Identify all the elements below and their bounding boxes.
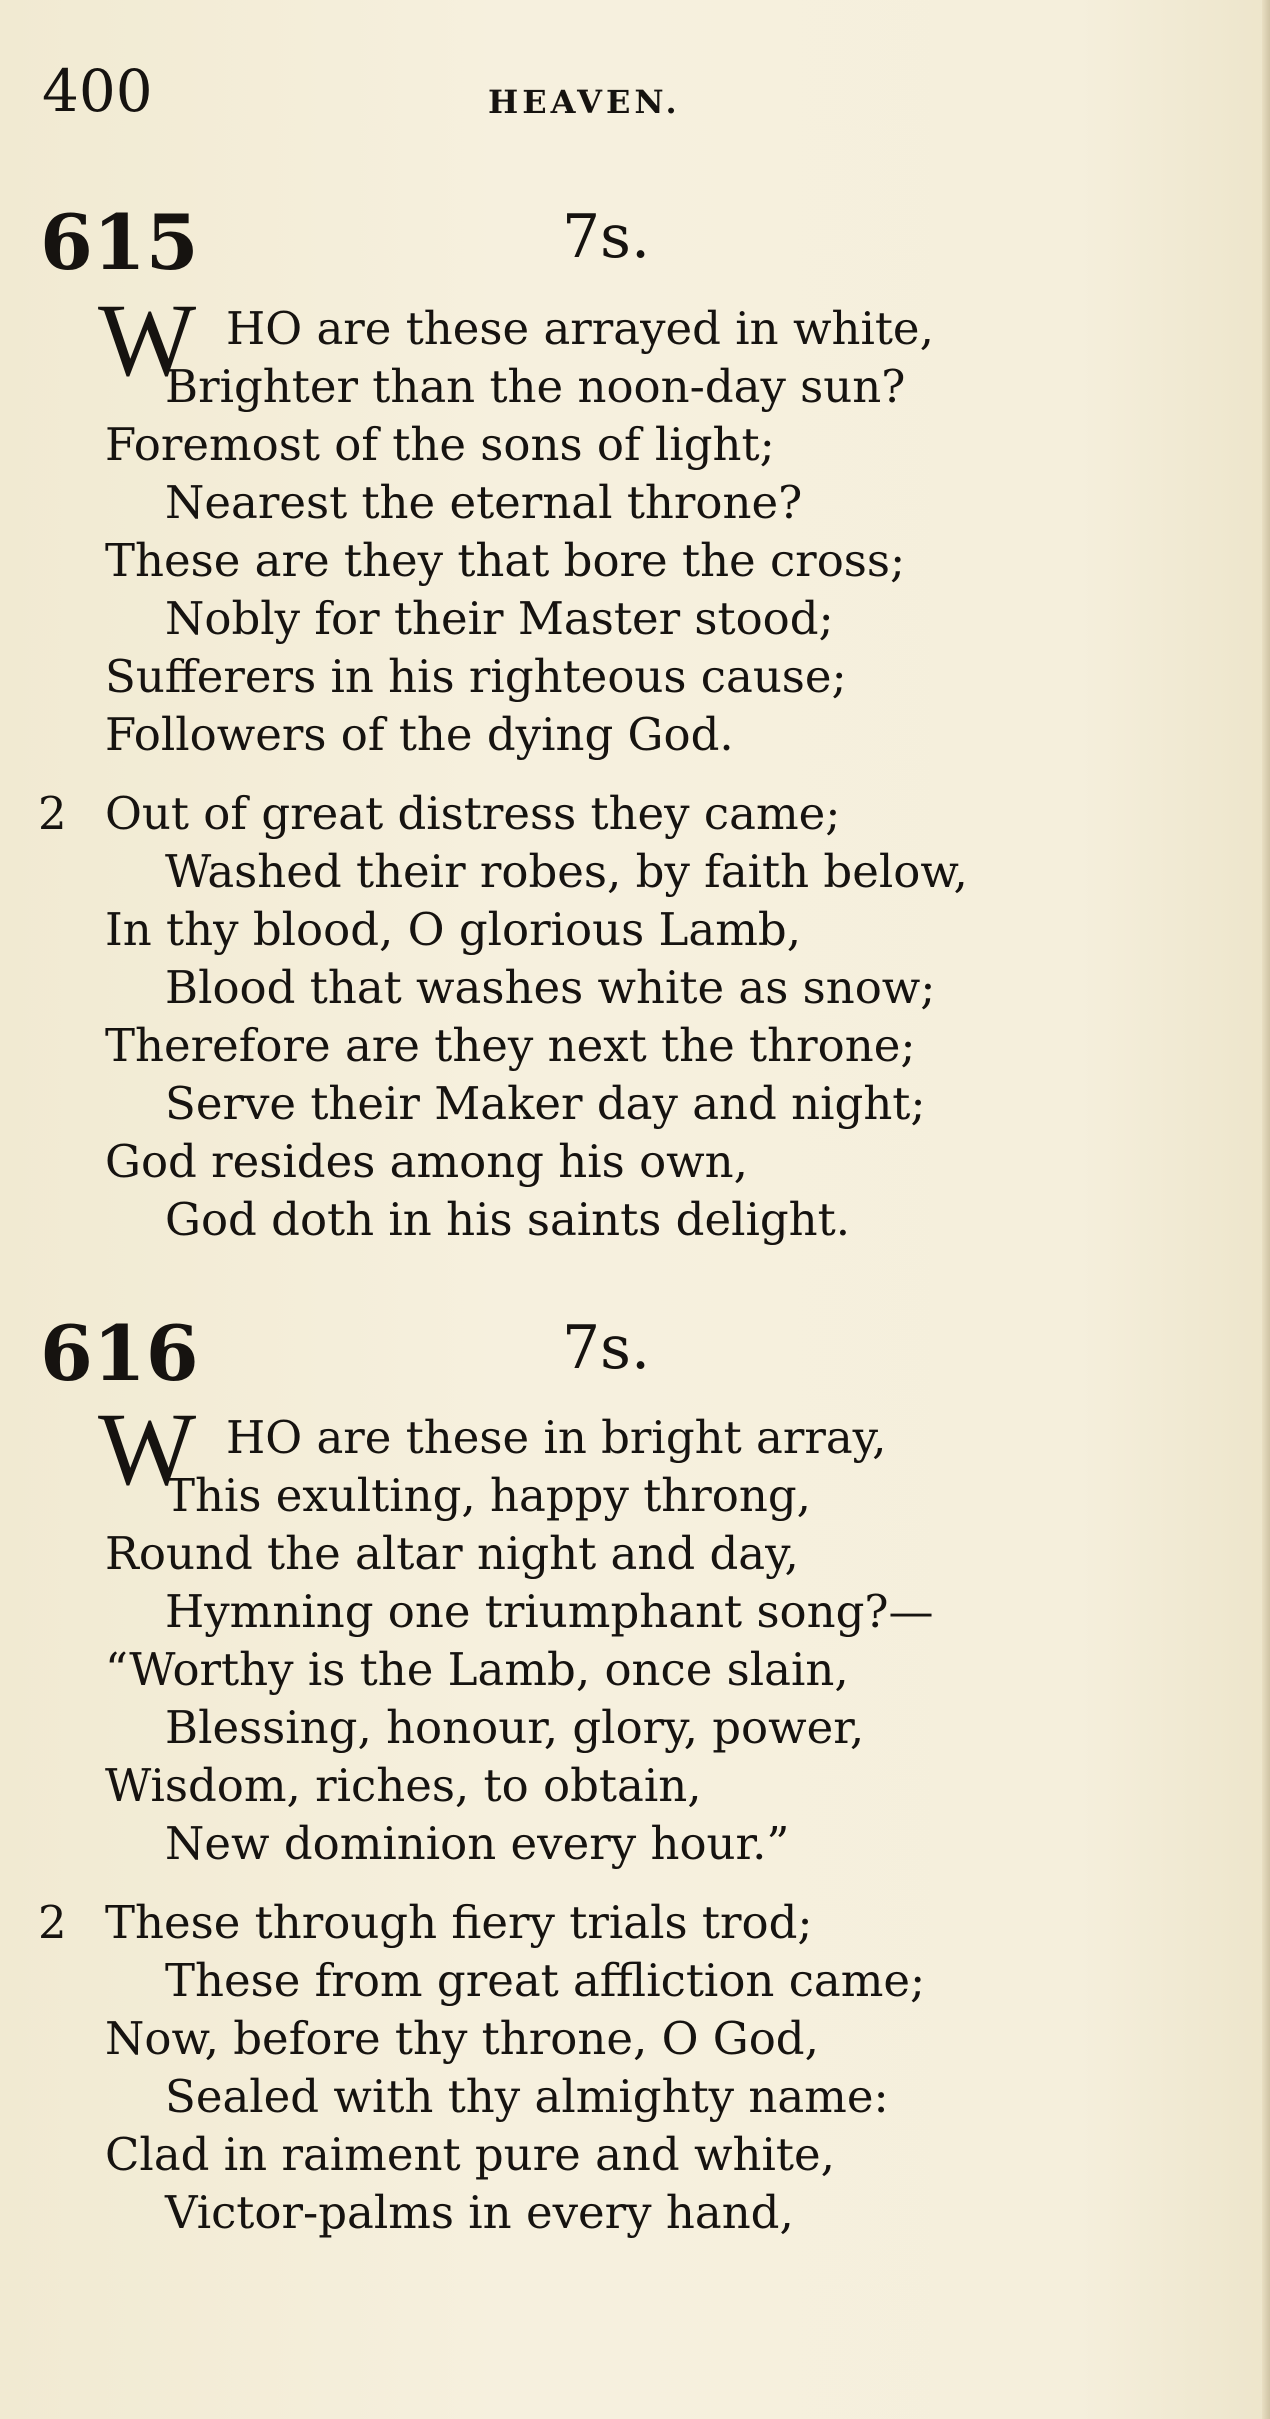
verse-line: These through fiery trials trod; [105, 1896, 813, 1949]
verse-line: Followers of the dying God. [105, 708, 734, 761]
drop-cap: W [98, 283, 193, 398]
verse-line: Serve their Maker day and night; [165, 1077, 926, 1130]
hymn-meter: 7s. [562, 202, 651, 272]
first-line: HO are these in bright array, [226, 1411, 887, 1464]
verse-line: God resides among his own, [105, 1135, 748, 1188]
verse-line: Nobly for their Master stood; [165, 592, 834, 645]
verse-line: Blood that washes white as snow; [165, 961, 936, 1014]
verse-line: Therefore are they next the throne; [105, 1019, 916, 1072]
verse-line: Brighter than the noon-day sun? [165, 360, 906, 413]
verse-line: God doth in his saints delight. [165, 1193, 851, 1246]
verse-line: Foremost of the sons of light; [105, 418, 775, 471]
verse-line: New dominion every hour.” [165, 1817, 790, 1870]
verse-line: These from great affliction came; [165, 1954, 926, 2007]
verse-line: Washed their robes, by faith below, [165, 845, 968, 898]
verse-line: Round the altar night and day, [105, 1527, 799, 1580]
hymn-number: 615 [40, 198, 199, 287]
running-title: HEAVEN. [488, 83, 681, 121]
verse-line: Hymning one triumphant song?— [165, 1585, 934, 1638]
verse-line: In thy blood, O glorious Lamb, [105, 903, 802, 956]
verse-line: Out of great distress they came; [105, 787, 841, 840]
hymn-number: 616 [40, 1309, 199, 1398]
verse-line: Clad in raiment pure and white, [105, 2128, 835, 2181]
hymn-meter: 7s. [562, 1313, 651, 1383]
stanza-number: 2 [38, 1896, 67, 1949]
verse-line: Now, before thy throne, O God, [105, 2012, 819, 2065]
verse-line: This exulting, happy throng, [165, 1469, 811, 1522]
verse-line: Nearest the eternal throne? [165, 476, 803, 529]
verse-line: “Worthy is the Lamb, once slain, [105, 1643, 849, 1696]
first-line: HO are these arrayed in white, [226, 302, 934, 355]
page-edge [1262, 0, 1270, 2419]
page-number: 400 [42, 57, 153, 125]
verse-line: These are they that bore the cross; [105, 534, 906, 587]
verse-line: Sufferers in his righteous cause; [105, 650, 847, 703]
verse-line: Wisdom, riches, to obtain, [105, 1759, 702, 1812]
drop-cap: W [98, 1392, 193, 1507]
verse-line: Blessing, honour, glory, power, [165, 1701, 865, 1754]
verse-line: Sealed with thy almighty name: [165, 2070, 889, 2123]
stanza-number: 2 [38, 787, 67, 840]
verse-line: Victor-palms in every hand, [165, 2186, 794, 2239]
